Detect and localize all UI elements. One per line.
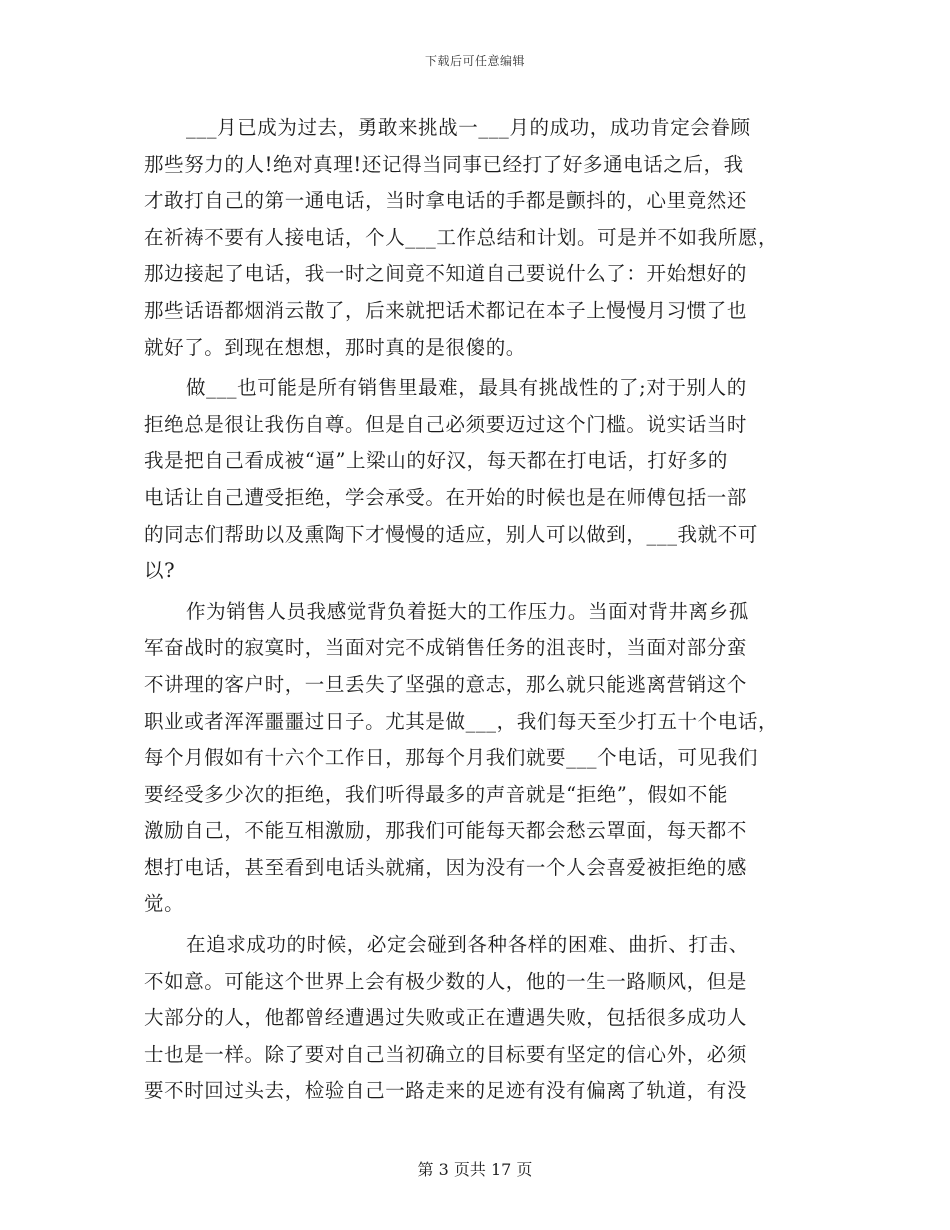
paragraph-2	[144, 370, 804, 590]
text-line: 职业或者浑浑噩噩过日子。尤其是做___，我们每天至少打五十个电话，	[144, 709, 779, 733]
paragraph-4	[144, 927, 804, 1110]
text-line: 那些努力的人!绝对真理!还记得当同事已经打了好多通电话之后，我	[144, 152, 744, 176]
text-line: 激励自己，不能互相激励，那我们可能每天都会愁云罩面，每天都不	[144, 819, 748, 843]
page-header: 下载后可任意编辑	[424, 54, 525, 68]
text-line: 那边接起了电话，我一时之间竟不知道自己要说什么了：开始想好的	[144, 262, 748, 286]
text-line: 要不时回过头去，检验自己一路走来的足迹有没有偏离了轨道，有没	[144, 1079, 748, 1103]
text-line: 才敢打自己的第一通电话，当时拿电话的手都是颤抖的，心里竟然还	[144, 189, 748, 213]
text-line: 就好了。到现在想想，那时真的是很傻的。	[144, 335, 526, 359]
text-line: 不讲理的客户时，一旦丢失了坚强的意志，那么就只能逃离营销这个	[144, 672, 748, 696]
text-line: 想打电话，甚至看到电话头就痛，因为没有一个人会喜爱被拒绝的感	[144, 855, 748, 879]
text-line: 我是把自己看成被“逼”上梁山的好汉，每天都在打电话，打好多的	[144, 449, 728, 473]
text-line: 拒绝总是很让我伤自尊。但是自己必须要迈过这个门槛。说实话当时	[144, 412, 748, 436]
text-line: 以?	[144, 559, 176, 583]
text-line: 做___也可能是所有销售里最难，最具有挑战性的了;对于别人的	[186, 376, 747, 400]
text-line: 那些话语都烟消云散了，后来就把话术都记在本子上慢慢月习惯了也	[144, 298, 748, 322]
text-line: 每个月假如有十六个工作日，那每个月我们就要___个电话，可见我们	[144, 746, 758, 770]
page-number: 第 3 页共 17 页	[417, 1160, 533, 1179]
paragraph-3	[144, 594, 804, 923]
text-line: 在追求成功的时候，必定会碰到各种各样的困难、曲折、打击、	[186, 933, 749, 957]
text-line: 士也是一样。除了要对自己当初确立的目标要有坚定的信心外，必须	[144, 1042, 748, 1066]
paragraph-1	[144, 110, 804, 366]
text-line: 觉。	[144, 892, 185, 916]
text-line: ___月已成为过去，勇敢来挑战一___月的成功，成功肯定会眷顾	[186, 116, 751, 139]
text-line: 作为销售人员我感觉背负着挺大的工作压力。当面对背井离乡孤	[186, 599, 749, 623]
text-line: 电话让自己遭受拒绝，学会承受。在开始的时候也是在师傅包括一部	[144, 485, 748, 509]
text-line: 不如意。可能这个世界上会有极少数的人，他的一生一路顺风，但是	[144, 969, 748, 993]
text-line: 在祈祷不要有人接电话，个人___工作总结和计划。可是并不如我所愿，	[144, 225, 779, 249]
text-line: 要经受多少次的拒绝，我们听得最多的声音就是“拒绝”，假如不能	[144, 782, 728, 806]
text-line: 的同志们帮助以及熏陶下才慢慢的适应，别人可以做到，___我就不可	[144, 522, 758, 546]
document-body	[144, 110, 804, 1110]
text-line: 大部分的人，他都曾经遭遇过失败或正在遭遇失败，包括很多成功人	[144, 1006, 748, 1030]
text-line: 军奋战时的寂寞时，当面对完不成销售任务的沮丧时，当面对部分蛮	[144, 636, 748, 660]
